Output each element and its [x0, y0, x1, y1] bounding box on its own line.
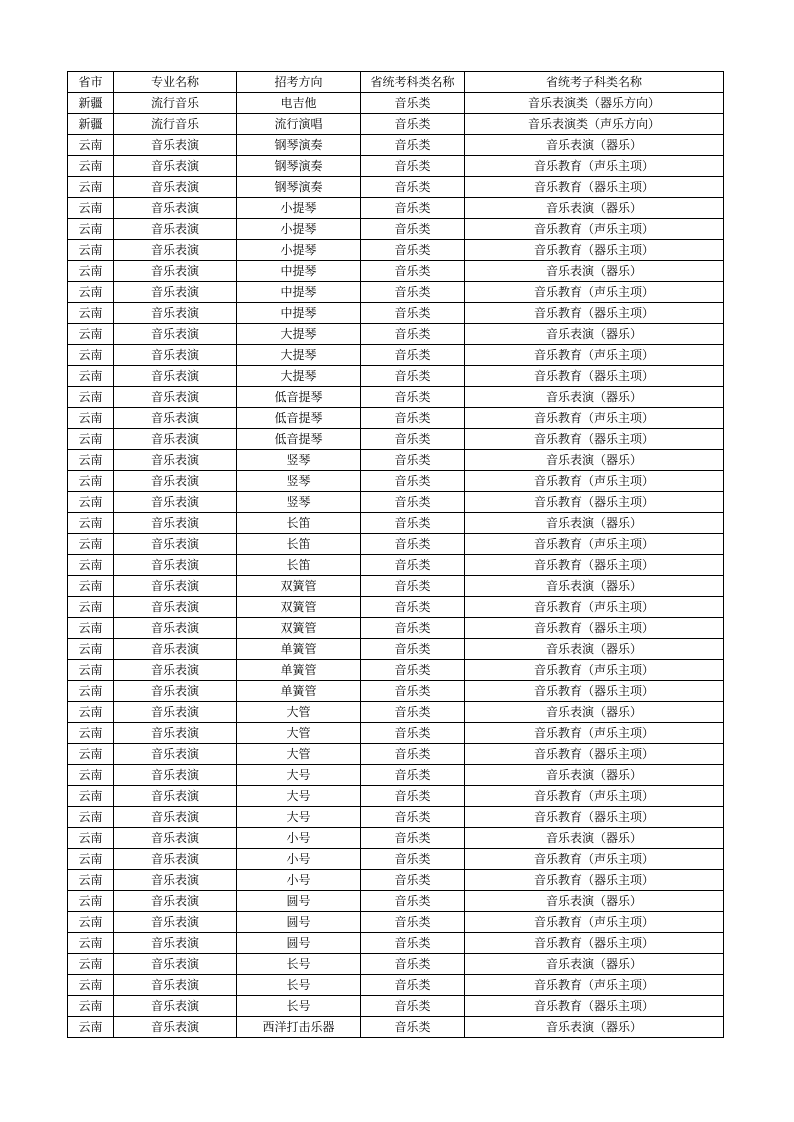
- cell-exam-category: 音乐类: [361, 555, 465, 576]
- cell-direction: 竖琴: [237, 450, 361, 471]
- cell-exam-subcategory: 音乐表演（器乐）: [465, 576, 724, 597]
- cell-direction: 钢琴演奏: [237, 177, 361, 198]
- cell-province: 云南: [68, 996, 114, 1017]
- cell-exam-subcategory: 音乐表演（器乐）: [465, 765, 724, 786]
- table-row: [68, 954, 724, 975]
- cell-province: 云南: [68, 576, 114, 597]
- cell-direction: 电吉他: [237, 93, 361, 114]
- cell-province: 云南: [68, 765, 114, 786]
- cell-exam-category: 音乐类: [361, 177, 465, 198]
- cell-direction: 小号: [237, 828, 361, 849]
- cell-direction: 大提琴: [237, 324, 361, 345]
- cell-major-name: 音乐表演: [114, 1017, 237, 1038]
- cell-province: 云南: [68, 891, 114, 912]
- cell-exam-category: 音乐类: [361, 114, 465, 135]
- cell-province: 云南: [68, 156, 114, 177]
- cell-major-name: 音乐表演: [114, 198, 237, 219]
- cell-major-name: 音乐表演: [114, 324, 237, 345]
- cell-province: 云南: [68, 513, 114, 534]
- table-row: [68, 93, 724, 114]
- cell-exam-subcategory: 音乐教育（器乐主项）: [465, 618, 724, 639]
- cell-major-name: 音乐表演: [114, 618, 237, 639]
- cell-direction: 长号: [237, 996, 361, 1017]
- cell-province: 云南: [68, 954, 114, 975]
- cell-exam-category: 音乐类: [361, 702, 465, 723]
- cell-exam-category: 音乐类: [361, 408, 465, 429]
- cell-direction: 大号: [237, 786, 361, 807]
- cell-exam-category: 音乐类: [361, 828, 465, 849]
- table-row: [68, 681, 724, 702]
- table-body: [68, 93, 724, 1038]
- cell-exam-category: 音乐类: [361, 954, 465, 975]
- table-row: [68, 765, 724, 786]
- cell-direction: 西洋打击乐器: [237, 1017, 361, 1038]
- cell-exam-subcategory: 音乐教育（器乐主项）: [465, 492, 724, 513]
- cell-direction: 小号: [237, 849, 361, 870]
- cell-province: 云南: [68, 618, 114, 639]
- table-row: [68, 576, 724, 597]
- cell-exam-subcategory: 音乐表演（器乐）: [465, 702, 724, 723]
- table-row: [68, 996, 724, 1017]
- cell-exam-category: 音乐类: [361, 324, 465, 345]
- cell-province: 云南: [68, 534, 114, 555]
- cell-direction: 小提琴: [237, 198, 361, 219]
- cell-exam-subcategory: 音乐表演类（声乐方向）: [465, 114, 724, 135]
- cell-exam-subcategory: 音乐教育（声乐主项）: [465, 912, 724, 933]
- cell-exam-category: 音乐类: [361, 135, 465, 156]
- cell-direction: 单簧管: [237, 681, 361, 702]
- table-row: [68, 933, 724, 954]
- cell-exam-category: 音乐类: [361, 219, 465, 240]
- cell-direction: 低音提琴: [237, 408, 361, 429]
- cell-exam-subcategory: 音乐表演（器乐）: [465, 891, 724, 912]
- cell-province: 新疆: [68, 114, 114, 135]
- table-row: [68, 849, 724, 870]
- cell-exam-subcategory: 音乐教育（器乐主项）: [465, 870, 724, 891]
- cell-exam-subcategory: 音乐教育（器乐主项）: [465, 303, 724, 324]
- cell-exam-category: 音乐类: [361, 345, 465, 366]
- table-row: [68, 807, 724, 828]
- cell-direction: 小提琴: [237, 219, 361, 240]
- cell-province: 云南: [68, 471, 114, 492]
- cell-province: 云南: [68, 282, 114, 303]
- cell-major-name: 音乐表演: [114, 828, 237, 849]
- cell-exam-subcategory: 音乐表演（器乐）: [465, 450, 724, 471]
- table-row: [68, 177, 724, 198]
- cell-major-name: 音乐表演: [114, 303, 237, 324]
- cell-province: 云南: [68, 933, 114, 954]
- cell-exam-subcategory: 音乐教育（器乐主项）: [465, 555, 724, 576]
- cell-major-name: 音乐表演: [114, 576, 237, 597]
- cell-exam-category: 音乐类: [361, 513, 465, 534]
- cell-major-name: 音乐表演: [114, 765, 237, 786]
- cell-exam-subcategory: 音乐教育（器乐主项）: [465, 996, 724, 1017]
- cell-direction: 大提琴: [237, 366, 361, 387]
- cell-major-name: 音乐表演: [114, 723, 237, 744]
- cell-province: 云南: [68, 870, 114, 891]
- cell-exam-subcategory: 音乐教育（声乐主项）: [465, 156, 724, 177]
- cell-major-name: 音乐表演: [114, 933, 237, 954]
- table-row: [68, 471, 724, 492]
- cell-major-name: 音乐表演: [114, 156, 237, 177]
- cell-exam-subcategory: 音乐表演（器乐）: [465, 639, 724, 660]
- table-row: [68, 786, 724, 807]
- cell-direction: 单簧管: [237, 639, 361, 660]
- cell-exam-subcategory: 音乐教育（声乐主项）: [465, 975, 724, 996]
- cell-province: 云南: [68, 387, 114, 408]
- cell-exam-category: 音乐类: [361, 534, 465, 555]
- cell-exam-category: 音乐类: [361, 765, 465, 786]
- cell-direction: 小号: [237, 870, 361, 891]
- cell-province: 云南: [68, 177, 114, 198]
- cell-exam-category: 音乐类: [361, 387, 465, 408]
- cell-direction: 单簧管: [237, 660, 361, 681]
- cell-direction: 长笛: [237, 534, 361, 555]
- cell-major-name: 音乐表演: [114, 450, 237, 471]
- cell-province: 云南: [68, 219, 114, 240]
- table-row: [68, 114, 724, 135]
- cell-province: 云南: [68, 450, 114, 471]
- cell-direction: 大提琴: [237, 345, 361, 366]
- cell-exam-category: 音乐类: [361, 975, 465, 996]
- cell-major-name: 音乐表演: [114, 975, 237, 996]
- cell-exam-category: 音乐类: [361, 93, 465, 114]
- cell-exam-subcategory: 音乐表演（器乐）: [465, 261, 724, 282]
- table-row: [68, 744, 724, 765]
- cell-exam-category: 音乐类: [361, 891, 465, 912]
- cell-exam-subcategory: 音乐表演（器乐）: [465, 324, 724, 345]
- cell-direction: 大管: [237, 702, 361, 723]
- cell-exam-subcategory: 音乐教育（声乐主项）: [465, 219, 724, 240]
- cell-major-name: 音乐表演: [114, 681, 237, 702]
- cell-major-name: 流行音乐: [114, 114, 237, 135]
- cell-major-name: 音乐表演: [114, 366, 237, 387]
- cell-direction: 低音提琴: [237, 387, 361, 408]
- cell-exam-category: 音乐类: [361, 639, 465, 660]
- cell-direction: 钢琴演奏: [237, 156, 361, 177]
- cell-major-name: 音乐表演: [114, 135, 237, 156]
- cell-direction: 大管: [237, 723, 361, 744]
- cell-major-name: 音乐表演: [114, 534, 237, 555]
- cell-province: 云南: [68, 912, 114, 933]
- table-row: [68, 660, 724, 681]
- header-exam-category: 省统考科类名称: [361, 72, 465, 93]
- cell-province: 云南: [68, 492, 114, 513]
- cell-direction: 小提琴: [237, 240, 361, 261]
- table-row: [68, 975, 724, 996]
- cell-exam-subcategory: 音乐表演（器乐）: [465, 513, 724, 534]
- cell-province: 云南: [68, 1017, 114, 1038]
- cell-major-name: 音乐表演: [114, 660, 237, 681]
- cell-exam-subcategory: 音乐教育（器乐主项）: [465, 933, 724, 954]
- cell-province: 云南: [68, 408, 114, 429]
- cell-exam-subcategory: 音乐教育（声乐主项）: [465, 534, 724, 555]
- cell-province: 云南: [68, 828, 114, 849]
- cell-major-name: 音乐表演: [114, 912, 237, 933]
- table-row: [68, 555, 724, 576]
- header-province: 省市: [68, 72, 114, 93]
- cell-province: 云南: [68, 975, 114, 996]
- table-row: [68, 429, 724, 450]
- cell-province: 云南: [68, 429, 114, 450]
- cell-province: 云南: [68, 135, 114, 156]
- cell-exam-category: 音乐类: [361, 912, 465, 933]
- cell-direction: 圆号: [237, 891, 361, 912]
- cell-exam-category: 音乐类: [361, 660, 465, 681]
- table-header-row: [68, 72, 724, 93]
- header-direction: 招考方向: [237, 72, 361, 93]
- cell-province: 云南: [68, 345, 114, 366]
- cell-major-name: 音乐表演: [114, 513, 237, 534]
- cell-direction: 钢琴演奏: [237, 135, 361, 156]
- cell-major-name: 音乐表演: [114, 471, 237, 492]
- cell-major-name: 音乐表演: [114, 597, 237, 618]
- cell-direction: 竖琴: [237, 492, 361, 513]
- cell-province: 云南: [68, 660, 114, 681]
- cell-direction: 大管: [237, 744, 361, 765]
- cell-exam-category: 音乐类: [361, 198, 465, 219]
- cell-major-name: 音乐表演: [114, 219, 237, 240]
- table-row: [68, 450, 724, 471]
- cell-exam-subcategory: 音乐教育（器乐主项）: [465, 429, 724, 450]
- table-row: [68, 303, 724, 324]
- cell-major-name: 音乐表演: [114, 240, 237, 261]
- table-row: [68, 723, 724, 744]
- cell-direction: 中提琴: [237, 303, 361, 324]
- cell-province: 云南: [68, 786, 114, 807]
- cell-province: 云南: [68, 723, 114, 744]
- table-row: [68, 135, 724, 156]
- table-row: [68, 156, 724, 177]
- cell-exam-category: 音乐类: [361, 240, 465, 261]
- cell-major-name: 音乐表演: [114, 786, 237, 807]
- table-row: [68, 891, 724, 912]
- cell-exam-subcategory: 音乐教育（声乐主项）: [465, 345, 724, 366]
- cell-major-name: 音乐表演: [114, 387, 237, 408]
- cell-major-name: 音乐表演: [114, 807, 237, 828]
- cell-exam-subcategory: 音乐教育（声乐主项）: [465, 471, 724, 492]
- cell-exam-category: 音乐类: [361, 1017, 465, 1038]
- cell-exam-category: 音乐类: [361, 786, 465, 807]
- cell-province: 新疆: [68, 93, 114, 114]
- cell-province: 云南: [68, 744, 114, 765]
- cell-major-name: 音乐表演: [114, 996, 237, 1017]
- cell-exam-category: 音乐类: [361, 282, 465, 303]
- cell-exam-category: 音乐类: [361, 366, 465, 387]
- cell-exam-subcategory: 音乐教育（器乐主项）: [465, 240, 724, 261]
- cell-exam-subcategory: 音乐教育（器乐主项）: [465, 366, 724, 387]
- table-row: [68, 408, 724, 429]
- cell-exam-subcategory: 音乐教育（器乐主项）: [465, 744, 724, 765]
- cell-exam-category: 音乐类: [361, 681, 465, 702]
- table-row: [68, 345, 724, 366]
- cell-major-name: 音乐表演: [114, 261, 237, 282]
- cell-direction: 长笛: [237, 513, 361, 534]
- cell-exam-category: 音乐类: [361, 996, 465, 1017]
- cell-direction: 大号: [237, 765, 361, 786]
- cell-exam-category: 音乐类: [361, 156, 465, 177]
- header-exam-subcategory: 省统考子科类名称: [465, 72, 724, 93]
- header-major-name: 专业名称: [114, 72, 237, 93]
- cell-major-name: 音乐表演: [114, 492, 237, 513]
- cell-major-name: 音乐表演: [114, 744, 237, 765]
- cell-exam-category: 音乐类: [361, 933, 465, 954]
- cell-province: 云南: [68, 366, 114, 387]
- cell-province: 云南: [68, 240, 114, 261]
- table-row: [68, 870, 724, 891]
- table-row: [68, 618, 724, 639]
- table-row: [68, 261, 724, 282]
- cell-exam-category: 音乐类: [361, 303, 465, 324]
- cell-major-name: 音乐表演: [114, 345, 237, 366]
- cell-major-name: 音乐表演: [114, 702, 237, 723]
- cell-province: 云南: [68, 681, 114, 702]
- table-row: [68, 639, 724, 660]
- table-row: [68, 198, 724, 219]
- cell-major-name: 音乐表演: [114, 849, 237, 870]
- cell-direction: 长号: [237, 975, 361, 996]
- cell-direction: 流行演唱: [237, 114, 361, 135]
- cell-exam-subcategory: 音乐教育（器乐主项）: [465, 807, 724, 828]
- cell-major-name: 音乐表演: [114, 429, 237, 450]
- cell-exam-subcategory: 音乐表演（器乐）: [465, 387, 724, 408]
- cell-exam-category: 音乐类: [361, 471, 465, 492]
- table-row: [68, 324, 724, 345]
- cell-exam-subcategory: 音乐表演（器乐）: [465, 1017, 724, 1038]
- table-row: [68, 282, 724, 303]
- cell-major-name: 音乐表演: [114, 870, 237, 891]
- table-row: [68, 387, 724, 408]
- cell-exam-category: 音乐类: [361, 870, 465, 891]
- cell-major-name: 流行音乐: [114, 93, 237, 114]
- table-row: [68, 597, 724, 618]
- cell-exam-subcategory: 音乐教育（器乐主项）: [465, 681, 724, 702]
- cell-major-name: 音乐表演: [114, 891, 237, 912]
- cell-province: 云南: [68, 555, 114, 576]
- cell-province: 云南: [68, 639, 114, 660]
- cell-exam-category: 音乐类: [361, 618, 465, 639]
- cell-major-name: 音乐表演: [114, 177, 237, 198]
- cell-direction: 双簧管: [237, 576, 361, 597]
- cell-exam-subcategory: 音乐教育（声乐主项）: [465, 660, 724, 681]
- cell-province: 云南: [68, 807, 114, 828]
- table-row: [68, 828, 724, 849]
- cell-exam-category: 音乐类: [361, 744, 465, 765]
- cell-province: 云南: [68, 303, 114, 324]
- cell-exam-category: 音乐类: [361, 849, 465, 870]
- cell-province: 云南: [68, 324, 114, 345]
- cell-direction: 圆号: [237, 912, 361, 933]
- cell-direction: 圆号: [237, 933, 361, 954]
- cell-exam-category: 音乐类: [361, 597, 465, 618]
- cell-province: 云南: [68, 849, 114, 870]
- cell-exam-subcategory: 音乐表演（器乐）: [465, 198, 724, 219]
- cell-direction: 双簧管: [237, 597, 361, 618]
- cell-exam-category: 音乐类: [361, 576, 465, 597]
- table-row: [68, 1017, 724, 1038]
- admissions-table: [67, 71, 724, 1038]
- cell-exam-subcategory: 音乐教育（声乐主项）: [465, 597, 724, 618]
- cell-exam-subcategory: 音乐表演类（器乐方向）: [465, 93, 724, 114]
- cell-direction: 低音提琴: [237, 429, 361, 450]
- cell-exam-subcategory: 音乐教育（声乐主项）: [465, 408, 724, 429]
- cell-exam-subcategory: 音乐表演（器乐）: [465, 828, 724, 849]
- cell-exam-category: 音乐类: [361, 807, 465, 828]
- cell-exam-subcategory: 音乐表演（器乐）: [465, 954, 724, 975]
- cell-major-name: 音乐表演: [114, 639, 237, 660]
- table-row: [68, 366, 724, 387]
- cell-major-name: 音乐表演: [114, 555, 237, 576]
- cell-direction: 长号: [237, 954, 361, 975]
- cell-exam-subcategory: 音乐教育（声乐主项）: [465, 849, 724, 870]
- table-row: [68, 492, 724, 513]
- cell-exam-category: 音乐类: [361, 429, 465, 450]
- cell-province: 云南: [68, 261, 114, 282]
- cell-direction: 长笛: [237, 555, 361, 576]
- table-row: [68, 702, 724, 723]
- cell-major-name: 音乐表演: [114, 408, 237, 429]
- cell-province: 云南: [68, 597, 114, 618]
- cell-major-name: 音乐表演: [114, 282, 237, 303]
- cell-exam-subcategory: 音乐教育（声乐主项）: [465, 786, 724, 807]
- cell-exam-subcategory: 音乐教育（声乐主项）: [465, 282, 724, 303]
- cell-exam-subcategory: 音乐教育（声乐主项）: [465, 723, 724, 744]
- cell-exam-subcategory: 音乐教育（器乐主项）: [465, 177, 724, 198]
- cell-province: 云南: [68, 198, 114, 219]
- table-row: [68, 534, 724, 555]
- cell-direction: 中提琴: [237, 261, 361, 282]
- table-row: [68, 513, 724, 534]
- cell-direction: 竖琴: [237, 471, 361, 492]
- cell-exam-category: 音乐类: [361, 261, 465, 282]
- cell-exam-subcategory: 音乐表演（器乐）: [465, 135, 724, 156]
- table-row: [68, 240, 724, 261]
- cell-exam-category: 音乐类: [361, 492, 465, 513]
- table-row: [68, 219, 724, 240]
- cell-direction: 中提琴: [237, 282, 361, 303]
- cell-province: 云南: [68, 702, 114, 723]
- table-row: [68, 912, 724, 933]
- cell-direction: 大号: [237, 807, 361, 828]
- cell-direction: 双簧管: [237, 618, 361, 639]
- cell-exam-category: 音乐类: [361, 723, 465, 744]
- cell-exam-category: 音乐类: [361, 450, 465, 471]
- cell-major-name: 音乐表演: [114, 954, 237, 975]
